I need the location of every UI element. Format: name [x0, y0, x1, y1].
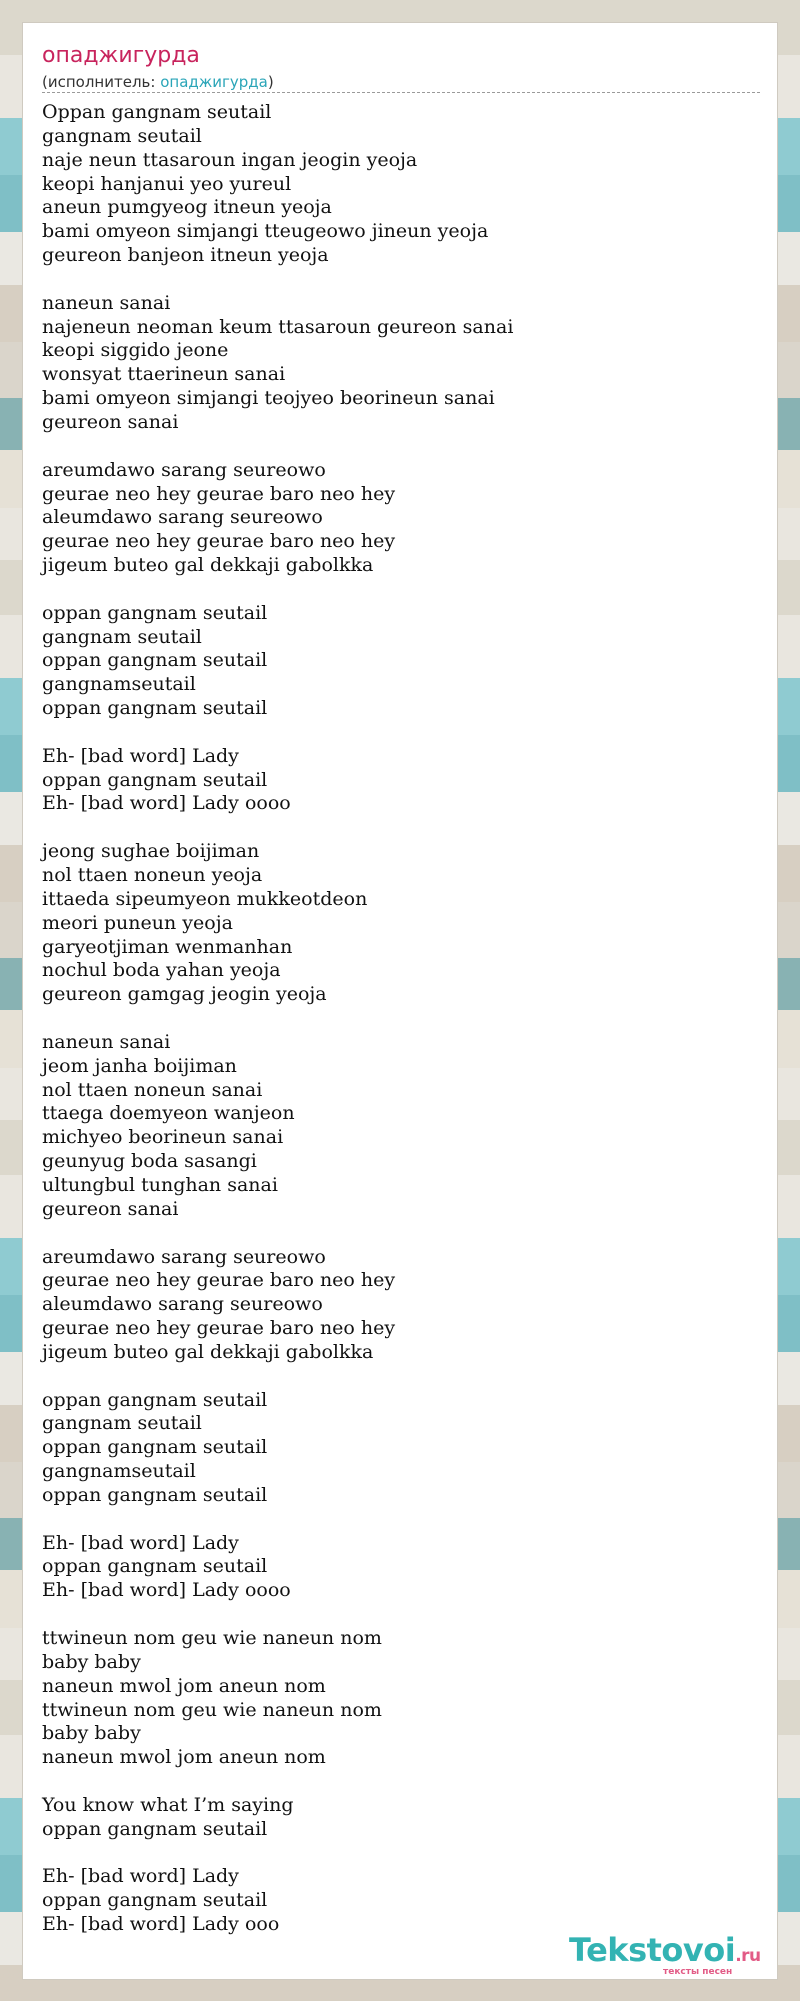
artist-suffix: )	[267, 73, 274, 91]
lyric-line: Eh- [bad word] Lady	[42, 744, 239, 767]
lyric-line: ultungbul tunghan sanai	[42, 1173, 278, 1196]
stanza-break	[42, 1508, 762, 1532]
lyric-line: oppan gangnam seutail	[42, 649, 268, 672]
artist-link[interactable]: опаджигурда	[160, 73, 268, 91]
lyric-line: oppan gangnam seutail	[42, 697, 268, 720]
stanza-break	[42, 1842, 762, 1866]
lyric-line: keopi siggido jeone	[42, 339, 229, 362]
lyric-line: naneun mwol jom aneun nom	[42, 1674, 326, 1697]
lyric-line: naneun sanai	[42, 291, 171, 314]
lyric-line: gangnam seutail	[42, 1412, 202, 1435]
lyric-line: geureon gamgag jeogin yeoja	[42, 983, 327, 1006]
logo-tagline: тексты песен	[663, 1967, 733, 1977]
lyric-line: baby baby	[42, 1650, 141, 1673]
stanza-break	[42, 816, 762, 840]
lyric-line: nochul boda yahan yeoja	[42, 959, 281, 982]
lyric-line: gangnam seutail	[42, 124, 202, 147]
lyric-line: areumdawo sarang seureowo	[42, 1245, 326, 1268]
dashed-divider	[42, 92, 760, 93]
lyric-line: jigeum buteo gal dekkaji gabolkka	[42, 554, 374, 577]
stanza-break	[42, 1603, 762, 1627]
lyric-line: bami omyeon simjangi teojyeo beorineun sanai	[42, 387, 495, 410]
lyric-line: naneun sanai	[42, 1030, 171, 1053]
lyrics-text	[42, 101, 762, 1937]
lyrics-panel	[22, 22, 778, 1980]
lyric-line: ttwineun nom geu wie naneun nom	[42, 1698, 382, 1721]
stanza-break	[42, 1365, 762, 1389]
lyric-line: Eh- [bad word] Lady oooo	[42, 792, 291, 815]
lyric-line: gangnamseutail	[42, 673, 196, 696]
lyric-line: oppan gangnam seutail	[42, 1817, 268, 1840]
lyric-line: jeom janha boijiman	[42, 1054, 237, 1077]
lyric-line: bami omyeon simjangi tteugeowo jineun yeoja	[42, 220, 489, 243]
lyric-line: baby baby	[42, 1722, 141, 1745]
lyric-line: geurae neo hey geurae baro neo hey	[42, 530, 396, 553]
lyric-line: Eh- [bad word] Lady	[42, 1865, 239, 1888]
lyric-line: oppan gangnam seutail	[42, 768, 268, 791]
logo-name: Tekstovoi	[569, 1931, 736, 1969]
lyric-line: geunyug boda sasangi	[42, 1150, 257, 1173]
stanza-break	[42, 268, 762, 292]
logo-tld: .ru	[735, 1946, 761, 1966]
lyric-line: Oppan gangnam seutail	[42, 101, 272, 123]
lyric-line: oppan gangnam seutail	[42, 1388, 268, 1411]
lyric-line: gangnam seutail	[42, 625, 202, 648]
lyric-line: Eh- [bad word] Lady ooo	[42, 1913, 280, 1936]
lyric-line: geurae neo hey geurae baro neo hey	[42, 1317, 396, 1340]
lyric-line: najeneun neoman keum ttasaroun geureon sanai	[42, 315, 514, 338]
site-logo[interactable]	[569, 1931, 769, 1977]
stanza-break	[42, 1770, 762, 1794]
lyric-line: jigeum buteo gal dekkaji gabolkka	[42, 1340, 374, 1363]
lyric-line: nol ttaen noneun sanai	[42, 1078, 263, 1101]
lyric-line: garyeotjiman wenmanhan	[42, 935, 293, 958]
artist-line	[42, 73, 274, 91]
lyric-line: geureon sanai	[42, 410, 179, 433]
lyric-line: geurae neo hey geurae baro neo hey	[42, 482, 396, 505]
lyric-line: You know what I’m saying	[42, 1793, 294, 1816]
stanza-break	[42, 578, 762, 602]
song-title: опаджигурда	[42, 43, 200, 68]
stanza-break	[42, 1007, 762, 1031]
lyric-line: oppan gangnam seutail	[42, 1436, 268, 1459]
lyric-line: ittaeda sipeumyeon mukkeotdeon	[42, 887, 368, 910]
lyric-line: oppan gangnam seutail	[42, 601, 268, 624]
lyric-line: aleumdawo sarang seureowo	[42, 1293, 323, 1316]
stanza-break	[42, 435, 762, 459]
lyric-line: jeong sughae boijiman	[42, 840, 260, 863]
lyric-line: naneun mwol jom aneun nom	[42, 1746, 326, 1769]
stanza-break	[42, 1222, 762, 1246]
lyric-line: keopi hanjanui yeo yureul	[42, 172, 292, 195]
lyric-line: areumdawo sarang seureowo	[42, 458, 326, 481]
lyric-line: geureon banjeon itneun yeoja	[42, 244, 329, 267]
lyric-line: oppan gangnam seutail	[42, 1483, 268, 1506]
lyric-line: oppan gangnam seutail	[42, 1889, 268, 1912]
lyric-line: geureon sanai	[42, 1197, 179, 1220]
lyric-line: gangnamseutail	[42, 1460, 196, 1483]
lyric-line: oppan gangnam seutail	[42, 1555, 268, 1578]
lyric-line: aneun pumgyeog itneun yeoja	[42, 196, 332, 219]
lyric-line: naje neun ttasaroun ingan jeogin yeoja	[42, 148, 418, 171]
lyric-line: wonsyat ttaerineun sanai	[42, 363, 286, 386]
lyric-line: nol ttaen noneun yeoja	[42, 864, 263, 886]
lyric-line: geurae neo hey geurae baro neo hey	[42, 1269, 396, 1292]
lyric-line: meori puneun yeoja	[42, 911, 233, 934]
lyric-line: ttwineun nom geu wie naneun nom	[42, 1627, 382, 1649]
lyric-line: michyeo beorineun sanai	[42, 1126, 284, 1149]
lyric-line: aleumdawo sarang seureowo	[42, 506, 323, 529]
lyric-line: Eh- [bad word] Lady	[42, 1531, 239, 1554]
lyric-line: Eh- [bad word] Lady oooo	[42, 1579, 291, 1602]
stanza-break	[42, 721, 762, 745]
lyric-line: ttaega doemyeon wanjeon	[42, 1102, 295, 1125]
artist-prefix: (исполнитель:	[42, 73, 161, 91]
